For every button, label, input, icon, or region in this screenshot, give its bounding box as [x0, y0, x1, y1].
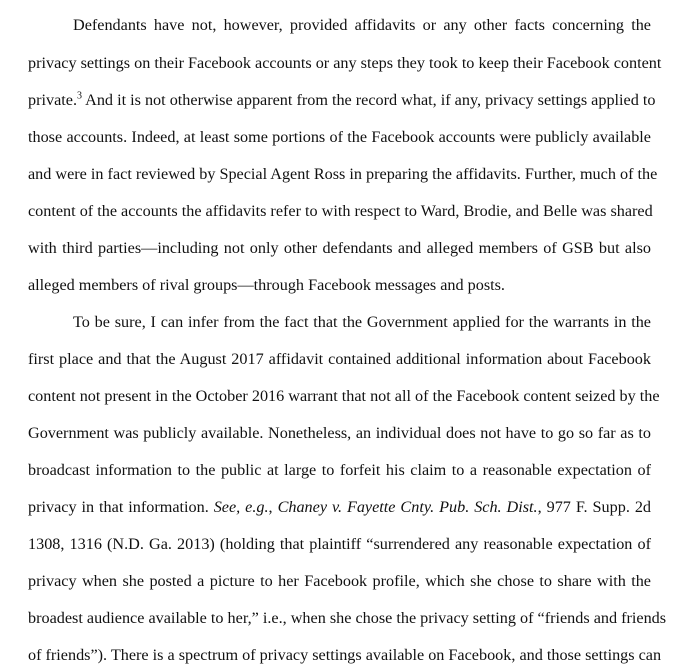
paragraph-1-line-8: alleged members of rival groups—through Facebook messages and posts.: [28, 276, 505, 294]
paragraph-2-line-3: content not present in the October 2016 warrant that not all of the Facebook content seized by the: [28, 387, 660, 405]
paragraph-1-line-3-end: And it is not otherwise apparent from the record what, if any, privacy settings applied to: [82, 91, 656, 109]
paragraph-1-line-4: those accounts. Indeed, at least some portions of the Facebook accounts were publicly available: [28, 128, 651, 146]
paragraph-1-line-1: Defendants have not, however, provided affidavits or any other facts concerning the: [73, 16, 651, 34]
paragraph-2-line-2: first place and that the August 2017 affidavit contained additional information about Facebook: [28, 350, 651, 368]
paragraph-2-line-9: broadest audience available to her,” i.e., when she chose the privacy setting of “friends and friends: [28, 609, 667, 627]
paragraph-1-line-5: and were in fact reviewed by Special Agent Ross in preparing the affidavits. Further, much of the: [28, 165, 658, 183]
paragraph-2-line-8: privacy when she posted a picture to her Facebook profile, which she chose to share with the: [28, 572, 651, 590]
citation-comma: ,: [268, 498, 278, 516]
paragraph-2-line-6: [28, 497, 651, 517]
paragraph-2-line-4: Government was publicly available. Nonetheless, an individual does not have to go so far as to: [28, 424, 651, 442]
case-name: Chaney v. Fayette Cnty. Pub. Sch. Dist.: [277, 498, 538, 516]
paragraph-2-line-10: of friends”). There is a spectrum of privacy settings available on Facebook, and those settings can: [28, 646, 662, 664]
paragraph-1-line-6: content of the accounts the affidavits refer to with respect to Ward, Brodie, and Belle was shared: [28, 202, 653, 220]
paragraph-1-line-7: with third parties—including not only other defendants and alleged members of GSB but also: [28, 239, 651, 257]
paragraph-2-line-6-start: privacy in that information.: [28, 498, 214, 516]
paragraph-2-line-5: broadcast information to the public at large to forfeit his claim to a reasonable expectation of: [28, 461, 651, 479]
paragraph-1-line-2: privacy settings on their Facebook accounts or any steps they took to keep their Facebook content: [28, 54, 662, 72]
paragraph-2-line-1: To be sure, I can infer from the fact that the Government applied for the warrants in the: [73, 313, 651, 331]
paragraph-2-line-7: 1308, 1316 (N.D. Ga. 2013) (holding that plaintiff “surrendered any reasonable expectation of: [28, 535, 651, 553]
paragraph-1-line-3-start: private.: [28, 91, 77, 109]
paragraph-1-line-3: [28, 90, 656, 110]
footnote-marker: 3: [77, 90, 82, 102]
paragraph-2-line-6-end: , 977 F. Supp. 2d: [537, 498, 652, 516]
citation-signal: See, e.g.: [213, 498, 269, 516]
